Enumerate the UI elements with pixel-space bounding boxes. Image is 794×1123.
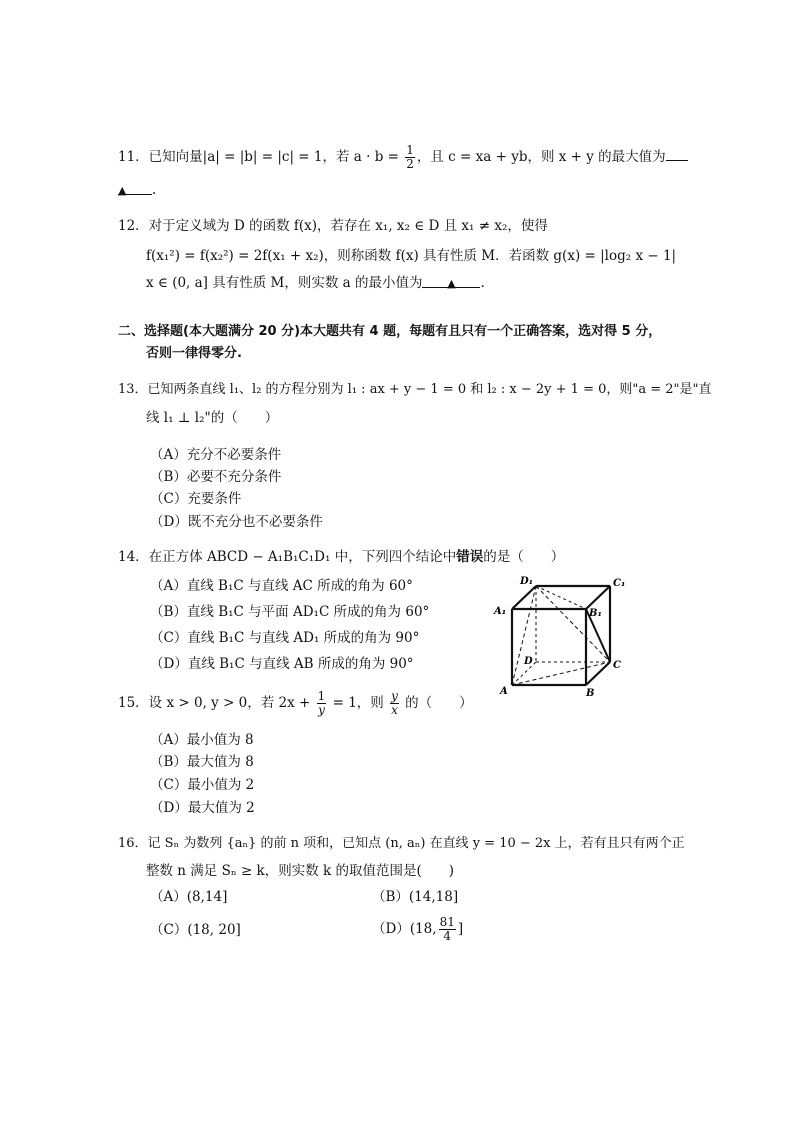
q12-line3: x ∈ (0, a] 具有性质 M，则实数 a 的最小值为 ▲ . [146,273,485,293]
q12-answer-blank [422,273,480,288]
edge-a1d1 [512,586,536,609]
q15-line1: 15．设 x > 0, y > 0，若 2x + $\frac{1}{y}$ = 1，则 $\frac{y}{x}$ 的（ ） [118,689,473,717]
q15-fraction-2: $\frac{y}{x}$ [391,689,398,717]
q13-option-a: （A）充分不必要条件 [150,447,282,463]
label-a1: A₁ [494,606,507,617]
edge-b1c1 [586,586,610,609]
q11-line1: 11．已知向量|a| = |b| = |c| = 1，若 a · b = $\frac{1}{2}$ ，且 c = xa + yb，则 x + y 的最大值为 [118,144,688,171]
triangle-icon: ▲ [118,184,127,197]
label-a: A [500,686,508,697]
q15-option-c: （C）最小值为 2 [150,777,255,793]
q16-option-a: （A）(8,14] [150,889,228,905]
q12-line2: f(x₁²) = f(x₂²) = 2f(x₁ + x₂)，则称函数 f(x) 具有性质 M．若函数 g(x) = |log₂ x − 1| [146,248,677,264]
label-b: B [586,688,595,699]
q14-option-a: （A）直线 B₁C 与直线 AC 所成的角为 60° [150,578,413,594]
q11-fraction: $\frac{1}{2}$ [406,143,414,171]
q15-option-b: （B）最大值为 8 [150,754,254,770]
q15-option-a: （A）最小值为 8 [150,732,254,748]
q13-option-d: （D）既不充分也不必要条件 [150,514,323,530]
q14-option-b: （B）直线 B₁C 与平面 AD₁C 所成的角为 60° [150,604,430,620]
diag-ad1 [512,586,536,685]
cube-figure [490,572,630,700]
label-d1: D₁ [520,576,534,587]
q11-answer-blank [118,180,152,195]
q16-option-d: （D）(18, $\frac{81}{4}$ ] [372,915,464,943]
q14-option-c: （C）直线 B₁C 与直线 AD₁ 所成的角为 90° [150,630,420,646]
q14-line1: 14．在正方体 ABCD − A₁B₁C₁D₁ 中，下列四个结论中错误的是（ ） [118,549,565,565]
q13-line2: 线 l₁ ⊥ l₂"的（ ） [146,410,279,426]
q13-option-b: （B）必要不充分条件 [150,469,282,485]
q16-option-c: （C）(18, 20] [150,922,241,938]
diag-d1b1 [536,586,586,609]
label-d: D [524,656,533,667]
q12-line1: 12．对于定义域为 D 的函数 f(x)，若存在 x₁, x₂ ∈ D 且 x₁ ≠ x₂，使得 [118,218,548,234]
q11-blank [666,146,688,161]
q11-line2: ▲ . [118,180,156,200]
q16-option-b: （B）(14,18] [372,889,459,905]
label-c: C [613,660,621,671]
q15-fraction-1: $\frac{1}{y}$ [317,689,326,717]
q14-emphasis: 错误 [456,549,484,565]
section2-heading: 二、选择题(本大题满分 20 分)本大题共有 4 题，每题有且只有一个正确答案，选对得 5 分， [118,324,662,339]
section2-heading-cont: 否则一律得零分. [146,346,242,361]
q16-line2: 整数 n 满足 Sₙ ≥ k，则实数 k 的取值范围是( ) [146,863,455,879]
q16-fraction: $\frac{81}{4}$ [439,915,455,943]
edge-bc [586,662,610,685]
q16-line1: 16．记 Sₙ 为数列 {aₙ} 的前 n 项和，已知点 (n, aₙ) 在直线 y = 10 − 2x 上，若有且只有两个正 [118,836,685,851]
q13-line1: 13．已知两条直线 l₁、l₂ 的方程分别为 l₁ : ax + y − 1 = 0 和 l₂ : x − 2y + 1 = 0，则"a = 2"是"直 [118,382,712,397]
q14-option-d: （D）直线 B₁C 与直线 AB 所成的角为 90° [150,656,414,672]
q13-option-c: （C）充要条件 [150,491,242,507]
q15-option-d: （D）最大值为 2 [150,800,255,816]
triangle-icon: ▲ [447,277,456,290]
label-b1: B₁ [589,608,602,619]
label-c1: C₁ [613,578,626,589]
